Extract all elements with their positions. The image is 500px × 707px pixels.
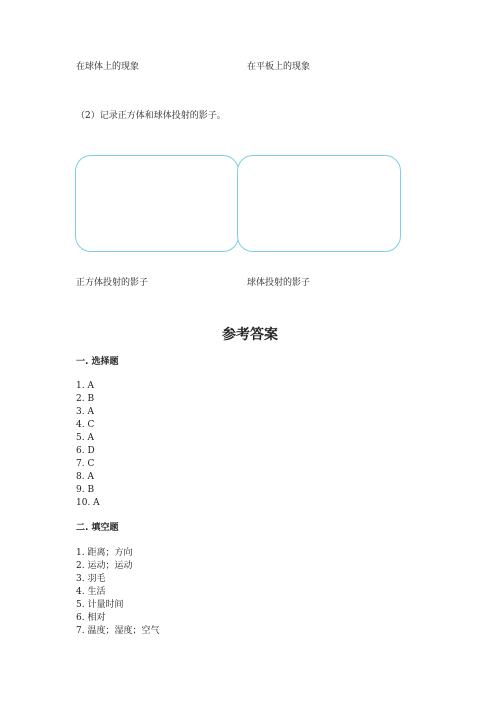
list-item: 9. B <box>76 485 95 495</box>
list-item: 7. C <box>76 459 95 469</box>
cube-shadow-answer-box[interactable] <box>75 155 239 252</box>
list-item: 6. D <box>76 446 95 456</box>
list-item: 6. 相对 <box>76 613 106 623</box>
list-item: 10. A <box>76 498 100 508</box>
choice-answer-list <box>76 380 100 510</box>
list-item: 4. 生活 <box>76 587 106 597</box>
answers-title: 参考答案 <box>222 327 278 343</box>
sphere-phenomenon-label: 在球体上的现象 <box>76 62 140 72</box>
list-item: 7. 温度；湿度；空气 <box>76 626 160 636</box>
sphere-shadow-answer-box[interactable] <box>237 155 401 252</box>
list-item: 3. 羽毛 <box>76 574 106 584</box>
list-item: 2. 运动；运动 <box>76 561 133 571</box>
fill-answer-list <box>76 547 159 638</box>
list-item: 8. A <box>76 472 94 482</box>
flat-phenomenon-label: 在平板上的现象 <box>247 62 311 72</box>
list-item: 5. 计量时间 <box>76 600 124 610</box>
question-2-text: （2）记录正方体和球体投射的影子。 <box>76 111 226 121</box>
list-item: 3. A <box>76 407 94 417</box>
cube-shadow-caption: 正方体投射的影子 <box>76 278 149 288</box>
list-item: 1. A <box>76 381 94 391</box>
fill-section-heading: 二. 填空题 <box>76 523 119 533</box>
list-item: 2. B <box>76 394 95 404</box>
list-item: 4. C <box>76 420 95 430</box>
choice-section-heading: 一. 选择题 <box>76 357 119 367</box>
list-item: 5. A <box>76 433 94 443</box>
sphere-shadow-caption: 球体投射的影子 <box>247 278 311 288</box>
list-item: 1. 距离；方向 <box>76 548 133 558</box>
